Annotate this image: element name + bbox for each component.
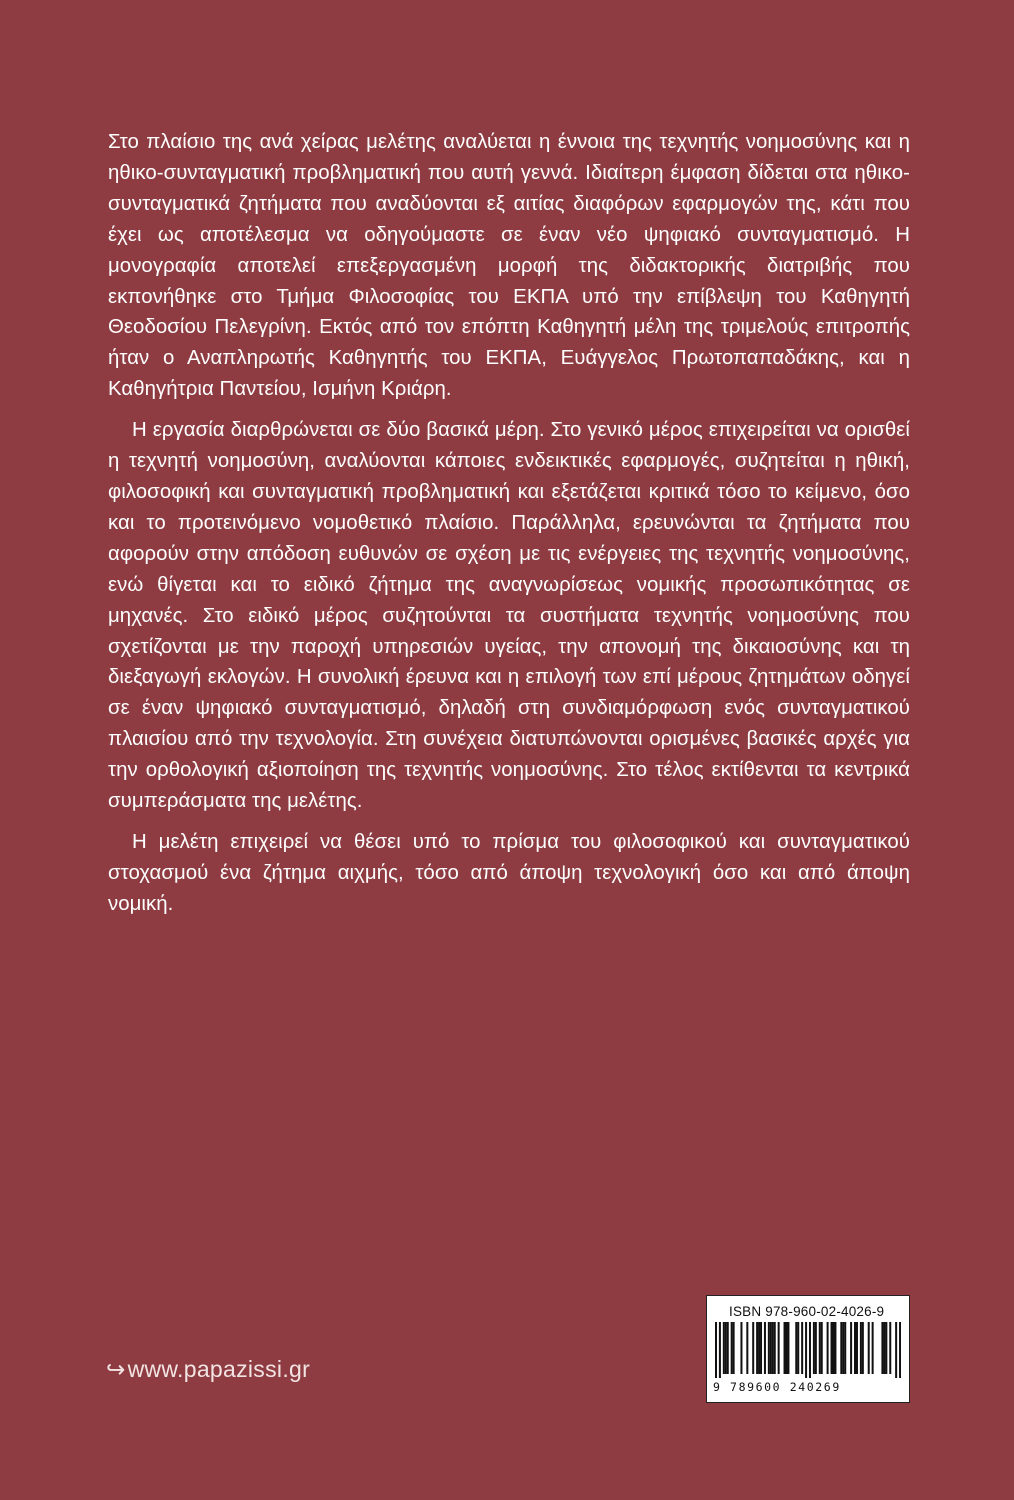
barcode-bar bbox=[733, 1322, 735, 1374]
isbn-barcode-box bbox=[706, 1295, 910, 1403]
barcode-bar bbox=[756, 1322, 758, 1374]
barcode-bar bbox=[746, 1322, 748, 1374]
blurb-paragraph-1: Στο πλαίσιο της ανά χείρας μελέτης αναλύεται η έννοια της τεχνητής νοημοσύνης και η ηθικο-συνταγματική προβληματική που αυτή γεννά. Ιδιαίτερη έμφαση δίδεται στα ηθικο-συνταγματικά ζητήματα που αναδύονται εξ αιτίας διαφόρων εφαρμογών της, κάτι που έχει ως αποτέλεσμα να οδηγούμαστε σε έναν νέο ψηφιακό συνταγματισμό. Η μονογραφία αποτελεί επεξεργασμένη μορφή της διδακτορικής διατριβής που εκπονήθηκε στο Τμήμα Φιλοσοφίας του ΕΚΠΑ υπό την επίβλεψη του Καθηγητή Θεοδοσίου Πελεγρίνη. Εκτός από τον επόπτη Καθηγητή μέλη της τριμελούς επιτροπής ήταν ο Αναπληρωτής Καθηγητής του ΕΚΠΑ, Ευάγγελος Πρωτοπαπαδάκης, και η Καθηγήτρια Παντείου, Ισμήνη Κριάρη. bbox=[108, 131, 910, 401]
barcode-bar bbox=[805, 1322, 807, 1378]
barcode-bar bbox=[784, 1322, 786, 1374]
barcode-bar bbox=[899, 1322, 901, 1378]
blurb-paragraph-3: Η μελέτη επιχειρεί να θέσει υπό το πρίσμα του φιλοσοφικού και συνταγματικού στοχασμού ένα ζήτημα αιχμής, τόσο από άποψη τεχνολογική όσο και από άποψη νομική. bbox=[108, 830, 910, 915]
barcode-bar bbox=[868, 1322, 870, 1374]
barcode-bar bbox=[774, 1322, 776, 1374]
barcode-bar bbox=[889, 1322, 891, 1374]
barcode bbox=[715, 1322, 901, 1378]
barcode-bar bbox=[821, 1322, 823, 1374]
barcode-bar bbox=[819, 1322, 821, 1374]
barcode-bar bbox=[801, 1322, 803, 1374]
barcode-bar bbox=[797, 1322, 799, 1374]
barcode-bar bbox=[860, 1322, 862, 1374]
barcode-bar bbox=[856, 1322, 858, 1374]
barcode-bar bbox=[834, 1322, 836, 1374]
barcode-bar bbox=[725, 1322, 727, 1374]
barcode-bar bbox=[740, 1322, 742, 1374]
blurb-paragraph-2: Η εργασία διαρθρώνεται σε δύο βασικά μέρη. Στο γενικό μέρος επιχειρείται να ορισθεί η τεχνητή νοημοσύνη, αναλύονται κάποιες ενδεικτικές εφαρμογές, συζητείται η ηθική, φιλοσοφική και συνταγματική προβληματική και εξετάζεται κριτικά τόσο το κείμενο, όσο και το προτεινόμενο νομοθετικό πλαίσιο. Παράλληλα, ερευνώνται τα ζητήματα που αφορούν στην απόδοση ευθυνών σε σχέση με τις ενέργειες της τεχνητής νοημοσύνης, ενώ θίγεται και το ειδικό ζήτημα της αναγνωρίσεως νομικής προσωπικότητας σε μηχανές. Στο ειδικό μέρος συζητούνται τα συστήματα τεχνητής νοημοσύνης που σχετίζονται με την παροχή υπηρεσιών υγείας, την απονομή της δικαιοσύνης και τη διεξαγωγή εκλογών. Η συνολική έρευνα και η επιλογή των επί μέρους ζητημάτων οδηγεί σε έναν ψηφιακό συνταγματισμό, δηλαδή στη συνδιαμόρφωση ενός συνταγματικού πλαισίου από την τεχνολογία. Στη συνέχεια διατυπώνονται ορισμένες βασικές αρχές για την ορθολογική αξιοποίηση της τεχνητής νοημοσύνης. Στο τέλος εκτίθενται τα κεντρικά συμπεράσματα της μελέτης. bbox=[108, 419, 910, 813]
barcode-bar bbox=[895, 1322, 897, 1378]
barcode-bar bbox=[862, 1322, 864, 1374]
isbn-label: ISBN 978-960-02-4026-9 bbox=[729, 1304, 885, 1319]
barcode-bar bbox=[850, 1322, 852, 1374]
barcode-bar bbox=[813, 1322, 815, 1374]
barcode-bar bbox=[827, 1322, 829, 1374]
barcode-bar bbox=[872, 1322, 874, 1374]
arrow-right-hook-icon: ↪ bbox=[106, 1356, 126, 1382]
barcode-bar bbox=[842, 1322, 844, 1374]
barcode-bar bbox=[809, 1322, 811, 1378]
barcode-bar bbox=[768, 1322, 770, 1374]
barcode-bar bbox=[831, 1322, 833, 1374]
barcode-bar bbox=[752, 1322, 754, 1374]
barcode-bar bbox=[778, 1322, 780, 1374]
barcode-bar bbox=[854, 1322, 856, 1374]
barcode-bar bbox=[815, 1322, 817, 1374]
barcode-bar bbox=[758, 1322, 760, 1374]
barcode-bar bbox=[731, 1322, 733, 1374]
barcode-bar bbox=[772, 1322, 774, 1374]
barcode-bar bbox=[785, 1322, 787, 1374]
barcode-bar bbox=[844, 1322, 846, 1374]
barcode-bar bbox=[881, 1322, 883, 1374]
blurb-text bbox=[108, 127, 910, 930]
barcode-bar bbox=[885, 1322, 887, 1374]
barcode-bar bbox=[795, 1322, 797, 1374]
barcode-bar bbox=[832, 1322, 834, 1374]
barcode-bar bbox=[883, 1322, 885, 1374]
barcode-bar bbox=[723, 1322, 725, 1374]
barcode-bar bbox=[760, 1322, 762, 1374]
barcode-bar bbox=[715, 1322, 717, 1378]
barcode-bar bbox=[764, 1322, 766, 1374]
barcode-bar bbox=[727, 1322, 729, 1374]
publisher-website[interactable] bbox=[106, 1356, 310, 1383]
barcode-bar bbox=[840, 1322, 842, 1374]
website-url[interactable]: www.papazissi.gr bbox=[127, 1356, 311, 1382]
barcode-bar bbox=[770, 1322, 772, 1374]
barcode-bar bbox=[719, 1322, 721, 1378]
barcode-bar bbox=[787, 1322, 789, 1374]
barcode-digits: 9 789600 240269 bbox=[713, 1380, 841, 1394]
